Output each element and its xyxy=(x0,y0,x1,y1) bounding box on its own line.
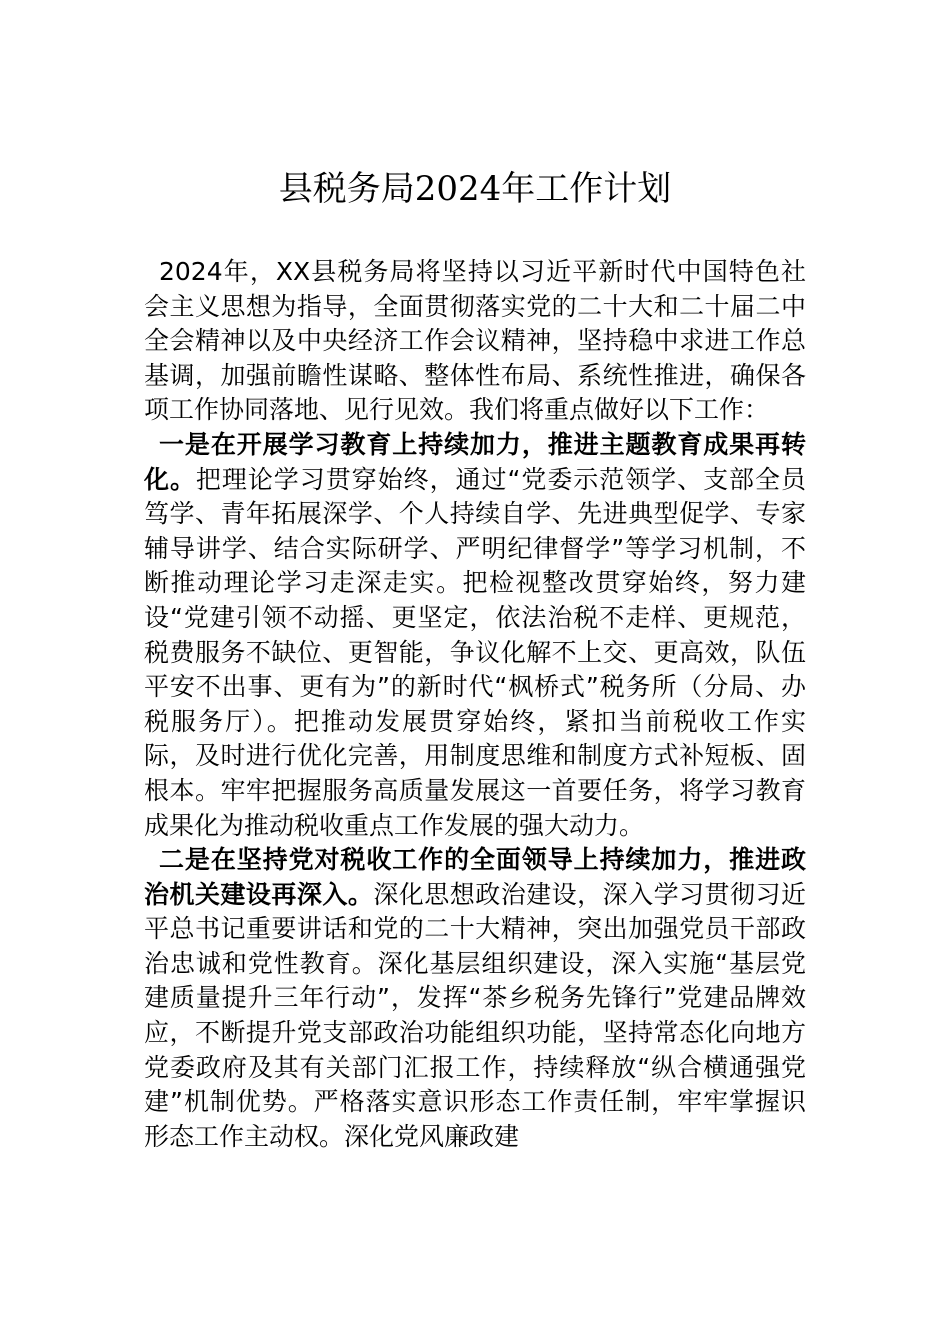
paragraph-point-two-heading: 二是在坚持党对税收工作的全面领导上持续加力，推进政治机关建设再深入。 xyxy=(144,845,806,909)
paragraph-point-two xyxy=(144,843,806,1154)
paragraph-point-one xyxy=(144,428,806,843)
paragraph-intro xyxy=(144,255,806,428)
paragraph-intro-text: 2024年，XX县税务局将坚持以习近平新时代中国特色社会主义思想为指导，全面贯彻落实党的二十大和二十届二中全会精神以及中央经济工作会议精神，坚持稳中求进工作总基调，加强前瞻性谋略、整体性布局、系统性推进，确保各项工作协同落地、见行见效。我们将重点做好以下工作： xyxy=(144,257,806,425)
paragraph-point-one-heading: 一是在开展学习教育上持续加力，推进主题教育成果再转化。 xyxy=(144,429,806,494)
paragraph-point-one-text: 把理论学习贯穿始终，通过“党委示范领学、支部全员笃学、青年拓展深学、个人持续自学、先进典型促学、专家辅导讲学、结合实际研学、严明纪律督学”等学习机制，不断推动理论学习走深走实。把检视整改贯穿始终，努力建设“党建引领不动摇、更坚定，依法治税不走样、更规范，税费服务不缺位、更智能，争议化解不上交、更高效，队伍平安不出事、更有为”的新时代“枫桥式”税务所（分局、办税服务厅）。把推动发展贯穿始终，紧扣当前税收工作实际，及时进行优化完善，用制度思维和制度方式补短板、固根本。牢牢把握服务高质量发展这一首要任务，将学习教育成果化为推动税收重点工作发展的强大动力。 xyxy=(144,464,806,840)
document-title: 县税务局2024年工作计划 xyxy=(278,169,672,209)
document-body xyxy=(144,255,806,1154)
paragraph-point-two-text: 深化思想政治建设，深入学习贯彻习近平总书记重要讲话和党的二十大精神，突出加强党员干部政治忠诚和党性教育。深化基层组织建设，深入实施“基层党建质量提升三年行动”，发挥“茶乡税务先锋行”党建品牌效应，不断提升党支部政治功能组织功能，坚持常态化向地方党委政府及其有关部门汇报工作，持续释放“纵合横通强党建”机制优势。严格落实意识形态工作责任制，牢牢掌握识形态工作主动权。深化党风廉政建 xyxy=(144,879,806,1151)
